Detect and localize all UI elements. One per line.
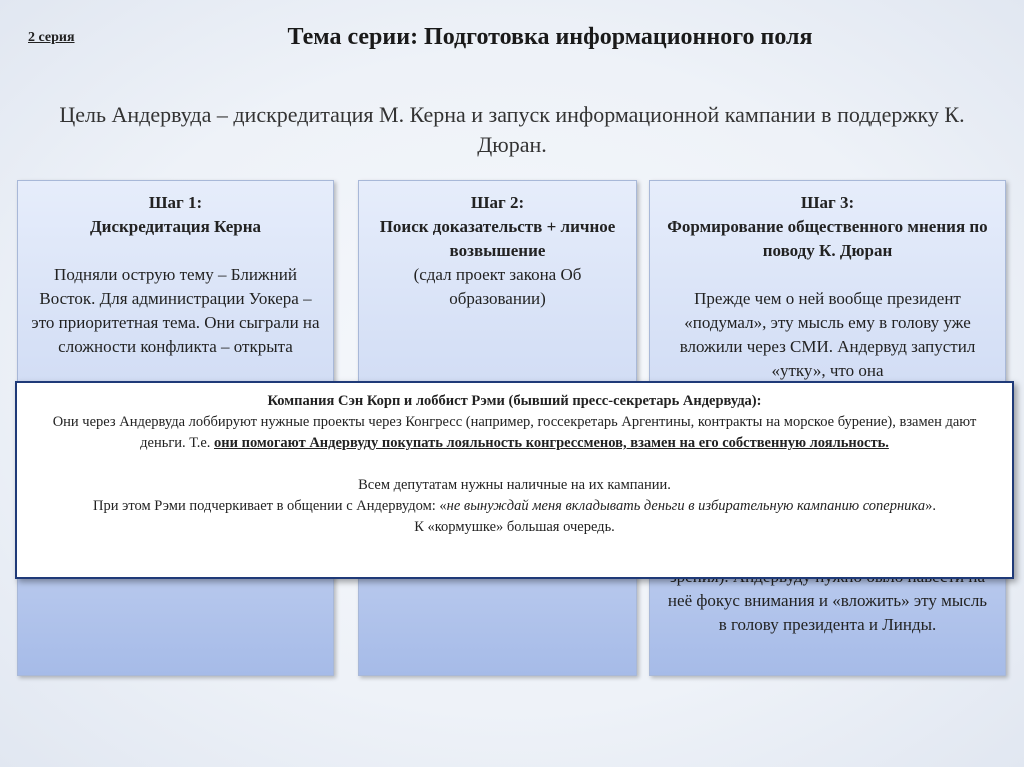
- callout-line-1: Они через Андервуда лоббируют нужные проекты через Конгресс (например, госсекретарь Аргентины, контракты на морское бурение), взамен дают деньги. Т.е.: [52, 414, 977, 451]
- step-3-body-continued: неё фокус внимания и «вложить» эту мысль в голову президента и Линды.: [667, 591, 988, 634]
- step-2-heading: Поиск доказательств + личное возвышение: [379, 217, 616, 260]
- step-1-number: Шаг 1:: [148, 193, 203, 212]
- callout-line-2: Всем депутатам нужны наличные на их кампании.: [358, 477, 671, 493]
- series-label: 2 серия: [28, 30, 75, 45]
- callout-title: Компания Сэн Корп и лоббист Рэми (бывший пресс-секретарь Андервуда):: [267, 393, 762, 409]
- callout-spacer: [37, 454, 992, 475]
- step-1-heading: Дискредитация Керна: [89, 217, 262, 236]
- step-2-number: Шаг 2:: [470, 193, 525, 212]
- callout-line-3-suffix: ».: [925, 498, 936, 514]
- step-2-body: (сдал проект закона Об образовании): [413, 265, 582, 308]
- step-3-number: Шаг 3:: [800, 193, 855, 212]
- callout-emphasis: они помогают Андервуду покупать лояльность конгрессменов, взамен на его собственную лояльность.: [214, 435, 889, 451]
- callout-paragraph-1: [37, 412, 992, 454]
- callout-line-3-prefix: При этом Рэми подчеркивает в общении с Андервудом: «: [93, 498, 447, 514]
- goal-text: Цель Андервуда – дискредитация М. Керна и запуск информационной кампании в поддержку К. Дюран.: [59, 102, 965, 157]
- callout-quote: не вынуждай меня вкладывать деньги в избирательную кампанию соперника: [446, 498, 926, 514]
- callout-paragraph-3: [37, 496, 992, 517]
- slide-title: Тема серии: Подготовка информационного поля: [287, 24, 813, 50]
- step-3-body: Прежде чем о ней вообще президент «подумал», эту мысль ему в голову уже вложили через СМИ. Андервуд запустил «утку», что она: [679, 289, 976, 380]
- step-1-body: Подняли острую тему – Ближний Восток. Для администрации Уокера – это приоритетная тема. Они сыграли на сложности конфликта – открыта: [31, 265, 320, 356]
- lobbyist-callout: [15, 381, 1014, 579]
- callout-line-4: К «кормушке» большая очередь.: [414, 519, 615, 535]
- step-3-heading: Формирование общественного мнения по поводу К. Дюран: [667, 217, 988, 260]
